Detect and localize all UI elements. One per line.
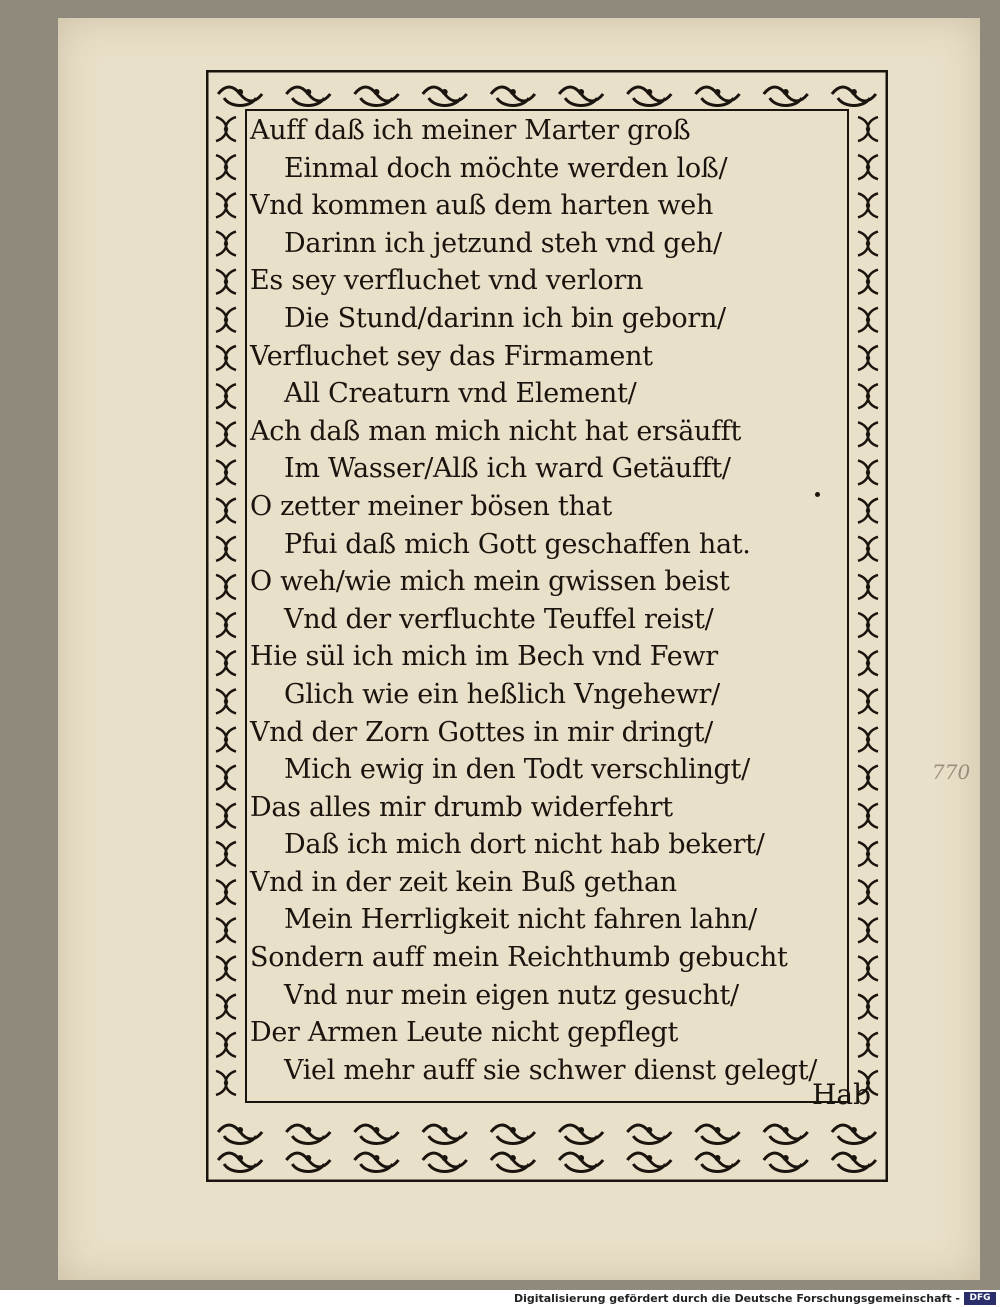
poem-text: [250, 112, 890, 1089]
poem-line: Im Wasser/Alß ich ward Getäufft/: [284, 453, 731, 485]
poem-line: All Creaturn vnd Element/: [284, 378, 637, 410]
poem-line: Hie sül ich mich im Bech vnd Fewr: [250, 641, 718, 673]
poem-line: Ach daß man mich nicht hat ersäufft: [250, 415, 742, 447]
poem-line: Vnd nur mein eigen nutz gesucht/: [284, 979, 739, 1011]
ink-dot: [815, 492, 820, 497]
poem-line: Auff daß ich meiner Marter groß: [250, 115, 691, 146]
poem-line: Vnd in der zeit kein Buß gethan: [250, 866, 677, 898]
footer-bar: [0, 1290, 1000, 1307]
poem-line: Darinn ich jetzund steh vnd geh/: [284, 227, 722, 259]
poem-line: O weh/wie mich mein gwissen beist: [250, 566, 730, 598]
poem-line: O zetter meiner bösen that: [250, 490, 612, 522]
poem-line: Verfluchet sey das Firmament: [250, 340, 653, 372]
poem-line: Es sey verfluchet vnd verlorn: [250, 265, 644, 297]
poem-line: Pfui daß mich Gott geschaffen hat.: [284, 528, 751, 560]
dfg-logo: DFG: [964, 1292, 996, 1305]
poem-line: Einmal doch möchte werden loß/: [284, 152, 728, 184]
poem-line: Daß ich mich dort nicht hab bekert/: [284, 829, 765, 861]
poem-line: Vnd der Zorn Gottes in mir dringt/: [250, 716, 713, 748]
poem-line: Das alles mir drumb widerfehrt: [250, 791, 673, 823]
poem-line: Sondern auff mein Reichthumb gebucht: [250, 942, 788, 974]
poem-line: Vnd kommen auß dem harten weh: [250, 190, 714, 222]
poem-line: Mein Herrligkeit nicht fahren lahn/: [284, 904, 757, 936]
footer-credit: Digitalisierung gefördert durch die Deutsche Forschungsgemeinschaft -: [513, 1292, 960, 1305]
poem-line: Die Stund/darinn ich bin geborn/: [284, 302, 726, 334]
margin-note: 770: [932, 760, 971, 784]
poem-line: Der Armen Leute nicht gepflegt: [250, 1017, 679, 1049]
catchword: Hab: [812, 1078, 872, 1111]
poem-line: Glich wie ein heßlich Vngehewr/: [284, 678, 720, 710]
show-through-text: [888, 128, 1000, 1108]
poem-line: Vnd der verfluchte Teuffel reist/: [284, 603, 714, 635]
poem-line: Viel mehr auff sie schwer dienst gelegt/: [284, 1054, 818, 1086]
poem-line: Mich ewig in den Todt verschlingt/: [284, 754, 750, 786]
